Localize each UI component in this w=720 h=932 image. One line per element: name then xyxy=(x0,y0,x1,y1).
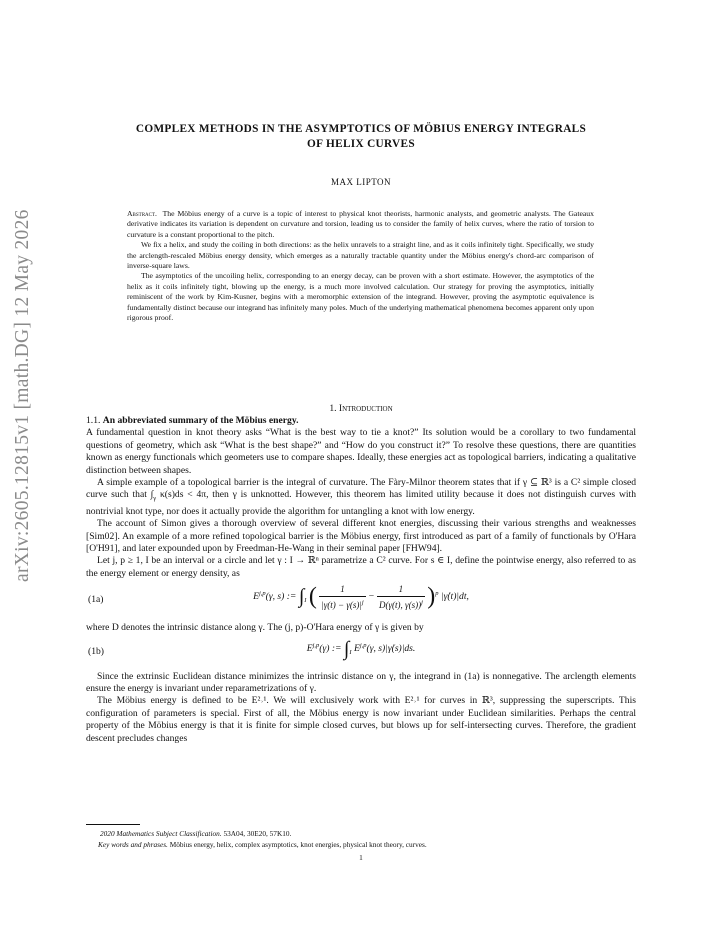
msc-footnote: 2020 Mathematics Subject Classification. 53A04, 30E20, 57K10. xyxy=(100,829,292,838)
footnotes xyxy=(100,828,640,850)
abstract-paragraph-2: We fix a helix, and study the coiling in both directions: as the helix unravels to a straight line, and as it coils infinitely tight. Specifically, we study the arclength-rescaled Möbius energy density, which emerges as a naturally tractable quantity under the Möbius energy's chord-arc comparison of inverse-square laws. xyxy=(127,240,594,271)
paragraph-2: A simple example of a topological barrier is the integral of curvature. The Fàry-Milnor theorem states that if γ ⊆ ℝ³ is a C² simple closed curve such that $\int_\gamma$ κ(s)ds < 4π, then γ is unknotted. However, this theorem has limited utility because it does not distinguish curves with nontrivial knot type, nor does it actually provide the algorithm for untangling a knot with low energy. xyxy=(86,477,636,517)
subsection-title: An abbreviated summary of the Möbius energy. xyxy=(102,415,299,426)
section-title: 1. Introduction xyxy=(329,403,393,414)
paper-title xyxy=(80,122,642,152)
title-line-2: OF HELIX CURVES xyxy=(307,138,415,150)
paragraph-4: Let j, p ≥ 1, I be an interval or a circle and let γ : I → ℝⁿ parametrize a C² curve. For s ∈ I, define the pointwise energy, also referred to as the energy element or energy density, as xyxy=(86,555,636,579)
paragraph-5: where D denotes the intrinsic distance along γ. The (j, p)-O'Hara energy of γ is given by xyxy=(86,622,424,634)
paragraph-1: A fundamental question in knot theory asks “What is the best way to tie a knot?” Its solution would be a corollary to two fundamental questions of geometry, which ask “What is the best shape?” and “How do you construct it?” To resolve these questions, there are quantities known as energy functionals which geometers use to compare shapes. Ideally, these energies act as topological barriers, indicating a qualitative distinction between shapes. xyxy=(86,427,636,476)
page-number: 1 xyxy=(359,853,363,862)
equation-1a-label: (1a) xyxy=(88,594,104,606)
abstract-paragraph-3: The asymptotics of the uncoiling helix, corresponding to an energy decay, can be proven with a short estimate. However, the asymptotics of the helix as it coils infinitely tight, blowing up the energy, is a much more involved calculation. Our strategy for proving the asymptotics, initially reminiscent of the work by Kim-Kusner, begins with a meromorphic extension of the integrand. However, proving the asymptotic equivalence is fundamentally distinct because our integrand has infinitely many poles. Much of the underlying mathematical phenomena becomes apparent only upon rigorous proof. xyxy=(127,271,594,323)
equation-1a: (1a) E$^{j,p}$(γ, s) := $\int_I$ ( $\frac{1}{|\gamma(t) - \gamma(s)|^j}$ − $\frac{1}{D(\gamma(t), \gamma(s))^j}$ )$^p$ |γ̇(t)|dt, xyxy=(88,583,469,610)
author-name: MAX LIPTON xyxy=(330,177,392,187)
subsection-number: 1.1. xyxy=(86,415,101,426)
title-line-1: COMPLEX METHODS IN THE ASYMPTOTICS OF MÖBIUS ENERGY INTEGRALS xyxy=(135,123,587,135)
paragraph-3: The account of Simon gives a thorough overview of several different knot energies, discussing their various strengths and weaknesses [Sim02]. An example of a more refined topological barrier is the Möbius energy, first introduced as part of a family of functionals by O'Hara [O'H91], and later expounded upon by Freedman-He-Wang in their seminal paper [FHW94]. xyxy=(86,518,636,554)
abstract-label: Abstract. xyxy=(127,209,157,218)
footnote-rule xyxy=(86,824,140,825)
equation-1b: (1b) E$^{j,p}$(γ) := $\int_I$ E$^{j,p}$(γ, s)|γ̇(s)|ds. xyxy=(88,637,416,660)
abstract-paragraph-1: The Möbius energy of a curve is a topic of interest to physical knot theorists, harmonic analysts, and geometric analysts. The Gateaux derivative indicates its variation is dependent on curvature and torsion, leading us to consider the family of helix curves, where the ratio of torsion to curvature is a constant proportional to the pitch. xyxy=(127,209,594,239)
keywords-footnote: Key words and phrases. Möbius energy, helix, complex asymptotics, knot energies, physical knot theory, curves. xyxy=(98,840,427,849)
paragraph-7: The Möbius energy is defined to be E²˒¹. We will exclusively work with E²˒¹ for curves in ℝ³, suppressing the superscripts. This configuration of parameters is special. First of all, the Möbius energy is now invariant under Euclidean similarities. Perhaps the central property of the Möbius energy is that it is finite for simple closed curves, but blows up for self-intersecting curves. Therefore, the gradient descent precludes changes xyxy=(86,695,636,744)
abstract xyxy=(127,209,594,323)
body-text xyxy=(86,415,636,745)
equation-1b-label: (1b) xyxy=(88,645,104,657)
arxiv-side-stamp: arXiv:2605.12815v1 [math.DG] 12 May 2026 xyxy=(12,209,33,582)
paragraph-6: Since the extrinsic Euclidean distance minimizes the intrinsic distance on γ, the integrand in (1a) is nonnegative. The arclength elements ensure the energy is invariant under reparametrizations of γ. xyxy=(86,670,636,694)
